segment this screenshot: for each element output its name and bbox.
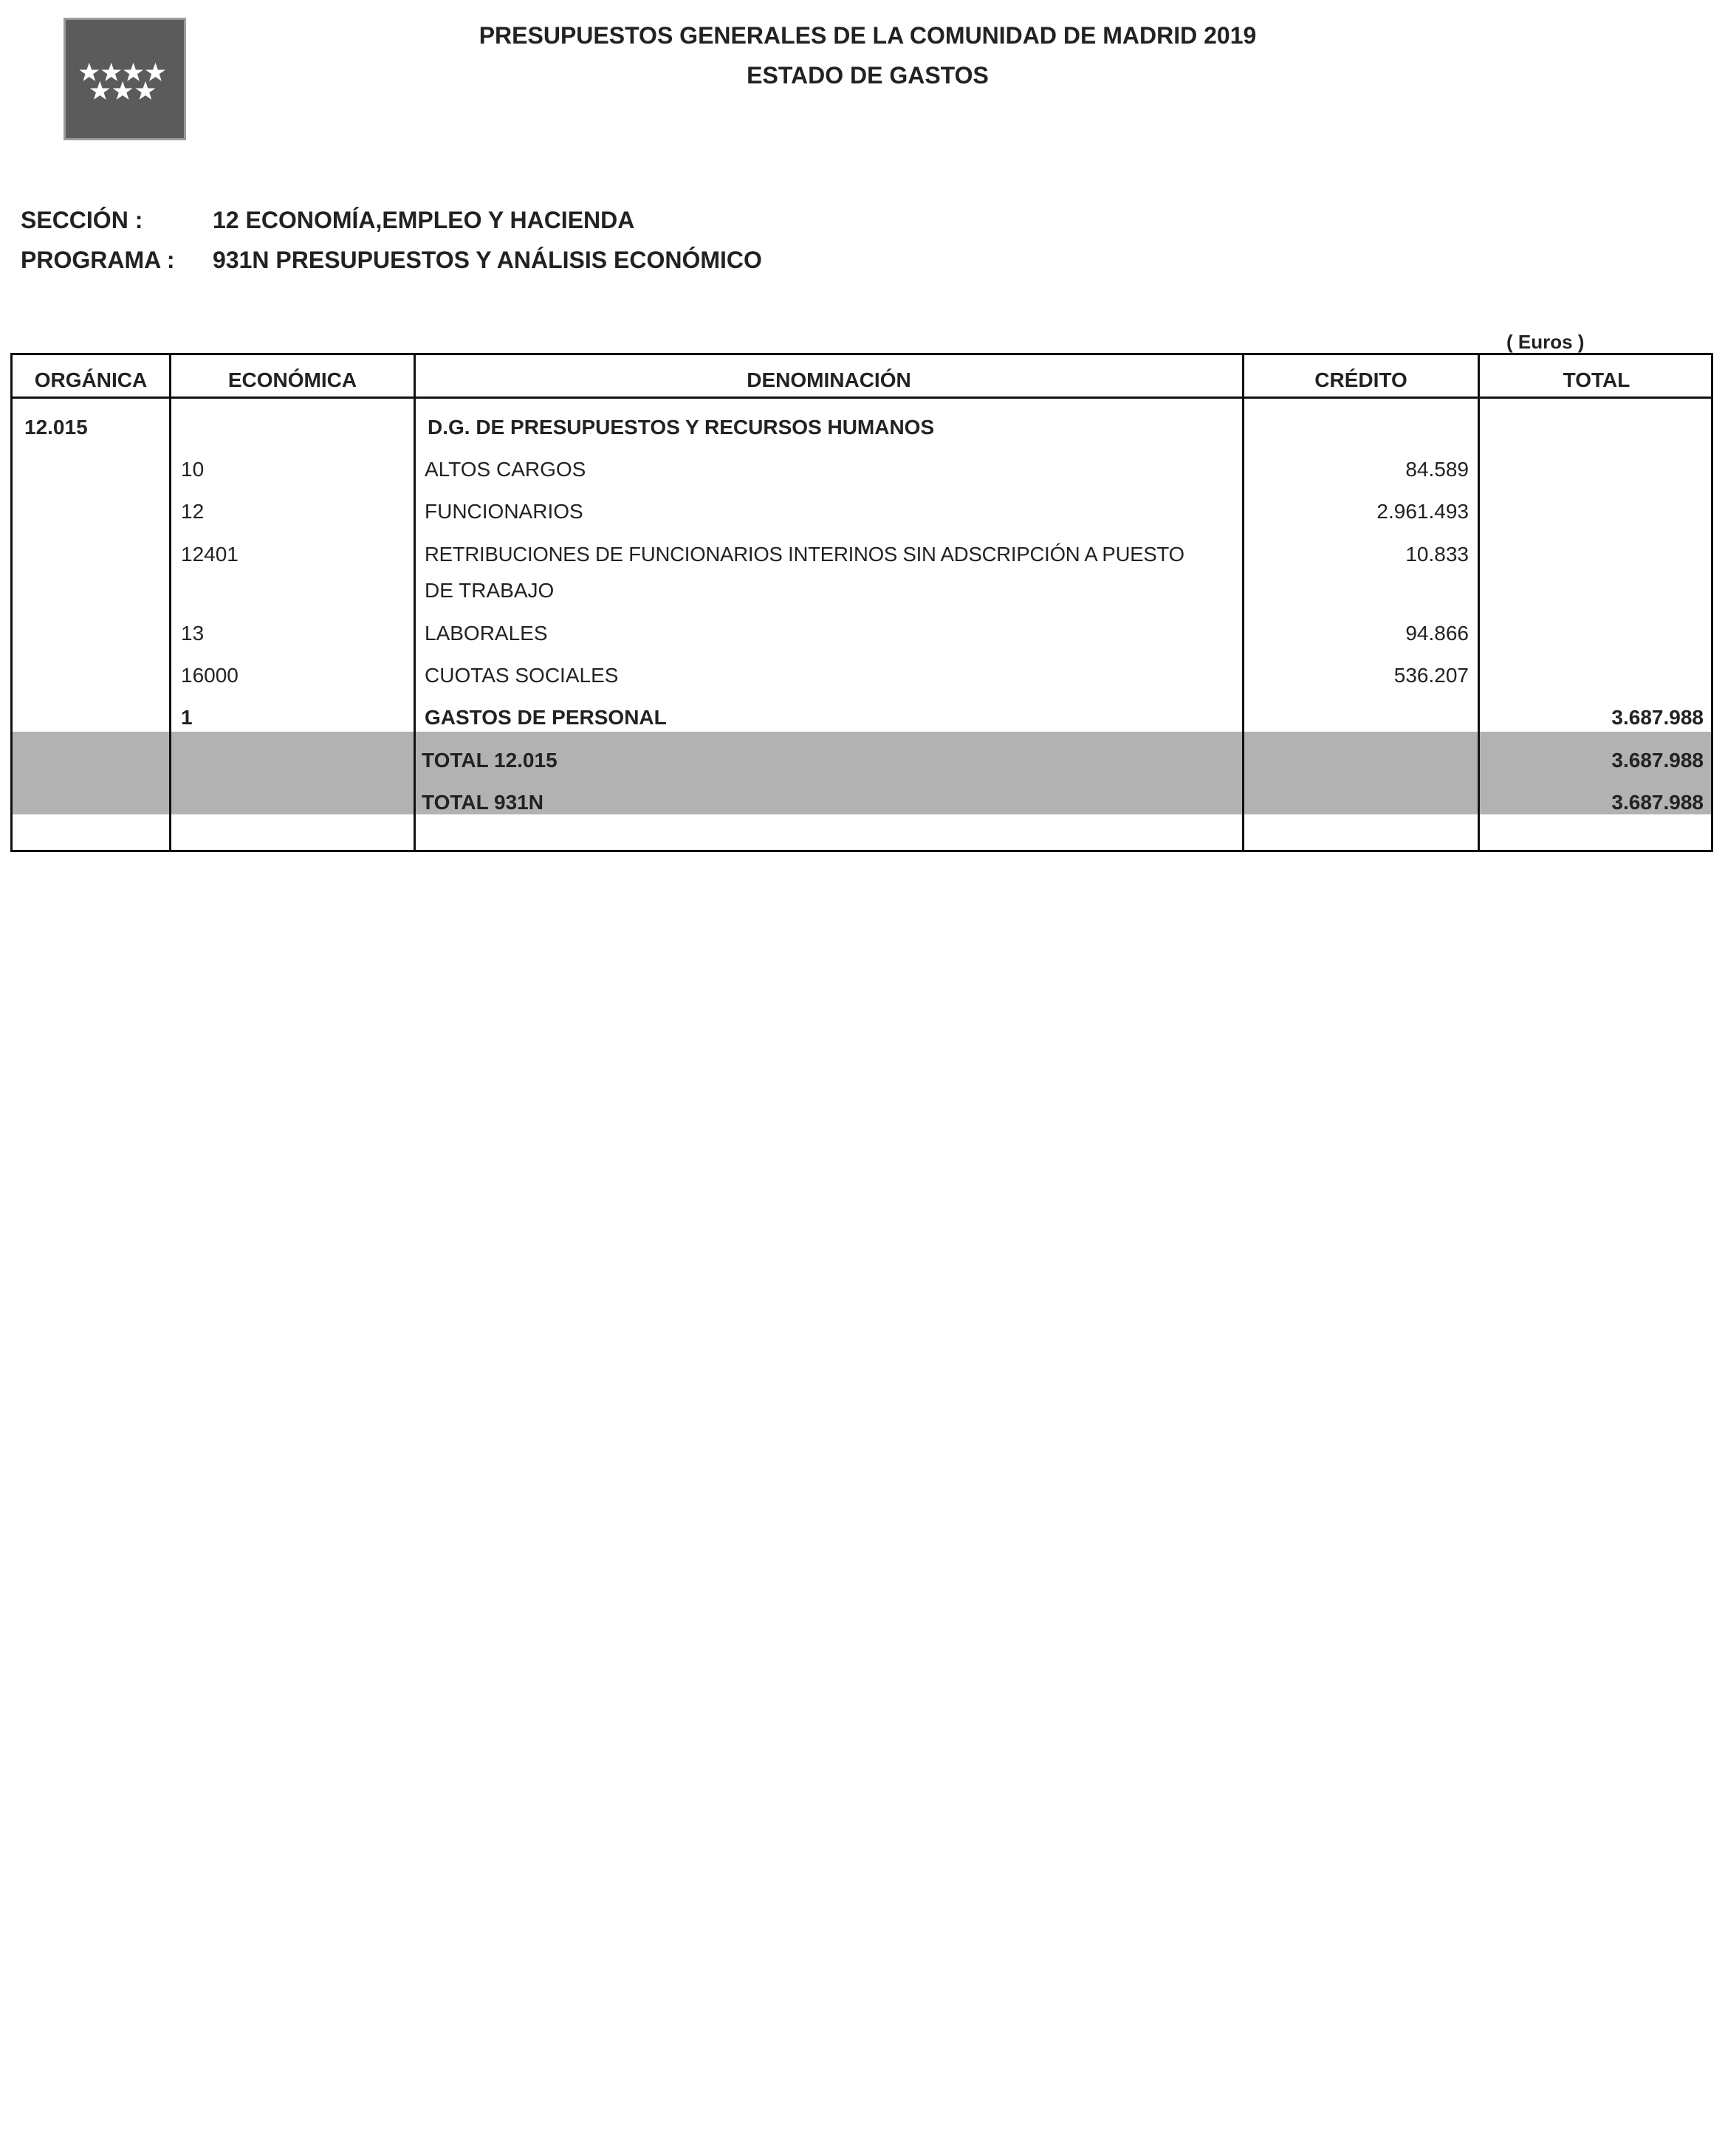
line-credit: 2.961.493 [1376, 500, 1469, 523]
organic-total-value: 3.687.988 [1611, 749, 1704, 772]
line-description: CUOTAS SOCIALES [425, 664, 619, 687]
line-description: LABORALES [425, 622, 548, 645]
line-description: ALTOS CARGOS [425, 458, 586, 481]
economic-code: 16000 [181, 664, 239, 687]
organic-name: D.G. DE PRESUPUESTOS Y RECURSOS HUMANOS [428, 416, 935, 439]
line-credit: 94.866 [1405, 622, 1469, 645]
column-header-credito: CRÉDITO [1314, 368, 1407, 391]
line-description-continued: DE TRABAJO [425, 579, 555, 602]
line-description: RETRIBUCIONES DE FUNCIONARIOS INTERINOS SIN ADSCRIPCIÓN A PUESTO [425, 543, 1184, 566]
column-divider [414, 355, 416, 850]
program-total-value: 3.687.988 [1611, 791, 1704, 814]
chapter-description: GASTOS DE PERSONAL [425, 706, 667, 729]
currency-units: ( Euros ) [1506, 331, 1585, 353]
community-logo [64, 18, 186, 140]
document-title: PRESUPUESTOS GENERALES DE LA COMUNIDAD DE MADRID 2019 [479, 22, 1257, 49]
economic-code: 12401 [181, 543, 239, 566]
column-header-economica: ECONÓMICA [227, 368, 357, 391]
stars-emblem-icon [66, 20, 184, 138]
column-header-organica: ORGÁNICA [34, 368, 148, 391]
column-divider [1478, 355, 1480, 850]
column-header-total: TOTAL [1563, 368, 1630, 391]
document-subtitle: ESTADO DE GASTOS [747, 62, 989, 89]
organic-total-label: TOTAL 12.015 [422, 749, 558, 772]
chapter-total: 3.687.988 [1611, 706, 1704, 729]
program-label: PROGRAMA : [21, 247, 175, 273]
section-label: SECCIÓN : [21, 207, 143, 233]
line-credit: 10.833 [1405, 543, 1469, 566]
organic-code: 12.015 [24, 416, 88, 439]
totals-band [13, 732, 1711, 814]
economic-code: 12 [181, 500, 205, 523]
chapter-code: 1 [181, 706, 193, 729]
economic-code: 10 [181, 458, 205, 481]
program-value: 931N PRESUPUESTOS Y ANÁLISIS ECONÓMICO [213, 247, 762, 273]
header-divider [13, 396, 1711, 399]
line-description: FUNCIONARIOS [425, 500, 583, 523]
line-credit: 84.589 [1405, 458, 1469, 481]
section-value: 12 ECONOMÍA,EMPLEO Y HACIENDA [213, 207, 635, 233]
program-total-label: TOTAL 931N [422, 791, 543, 814]
expense-table [10, 353, 1713, 852]
column-header-denominacion: DENOMINACIÓN [747, 368, 911, 391]
column-divider [1242, 355, 1244, 850]
economic-code: 13 [181, 622, 205, 645]
column-divider [169, 355, 171, 850]
line-credit: 536.207 [1393, 664, 1469, 687]
